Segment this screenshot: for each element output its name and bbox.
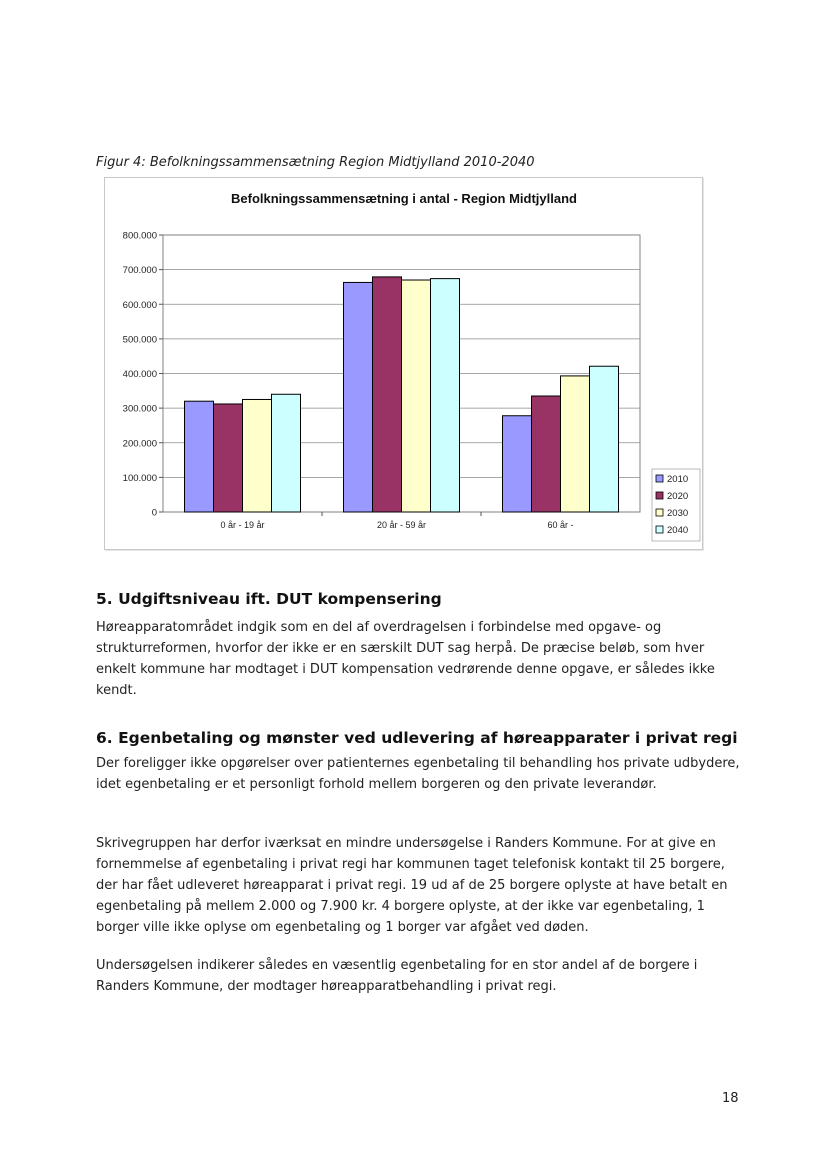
bar-2010-2 (344, 282, 373, 512)
x-category-label: 20 år - 59 år (376, 520, 427, 530)
y-tick-label: 500.000 (122, 334, 157, 346)
legend-swatch-2040 (656, 526, 663, 533)
page-number: 18 (722, 1091, 739, 1106)
bar-2020-3 (532, 396, 561, 512)
legend-label-2040: 2040 (667, 525, 689, 536)
bar-2030-3 (561, 376, 590, 512)
y-tick-label: 400.000 (122, 369, 157, 380)
bar-2020-2 (373, 277, 402, 512)
legend-label-2010: 2010 (667, 474, 689, 485)
y-tick-label: 800.000 (122, 230, 157, 242)
section-6-heading: 6. Egenbetaling og mønster ved udlevering af høreapparater i privat regi (96, 729, 738, 747)
bar-2040-1 (272, 394, 301, 512)
figure-caption: Figur 4: Befolkningssammensætning Region Midtjylland 2010-2040 (96, 155, 535, 170)
y-tick-label: 300.000 (122, 403, 157, 415)
legend-swatch-2020 (656, 492, 663, 499)
legend-swatch-2010 (656, 475, 663, 482)
section-5-paragraph-1: Høreapparatområdet indgik som en del af overdragelsen i forbindelse med opgave- og strukturreformen, hvorfor der ikke er en særskilt DUT sag herpå. De præcise beløb, som hver enkelt kommune har modtaget i DUT kompensation vedrørende denne opgave, er således ikke kendt. (96, 620, 715, 698)
chart-container (104, 177, 703, 550)
section-6-paragraph-1: Der foreligger ikke opgørelser over patienternes egenbetaling til behandling hos private udbydere, idet egenbetaling er et personligt forhold mellem borgeren og den private leverandør. (96, 756, 740, 792)
bar-2030-2 (402, 280, 431, 512)
y-tick-label: 700.000 (122, 265, 157, 277)
y-tick-label: 0 (151, 507, 157, 519)
bar-2020-1 (214, 404, 243, 512)
chart-title: Befolkningssammensætning i antal - Region Midtjylland (231, 191, 577, 206)
legend-swatch-2030 (656, 509, 663, 516)
bar-2040-3 (590, 366, 619, 512)
legend-label-2030: 2030 (667, 508, 689, 519)
section-6-paragraph-3: Undersøgelsen indikerer således en væsentlig egenbetaling for en stor andel af de borgere i Randers Kommune, der modtager høreapparatbehandling i privat regi. (96, 958, 698, 994)
bar-2010-3 (503, 416, 532, 512)
x-category-label: 60 år - (547, 520, 574, 530)
section-6-paragraph-2: Skrivegruppen har derfor iværksat en mindre undersøgelse i Randers Kommune. For at give en fornemmelse af egenbetaling i privat regi har kommunen taget telefonisk kontakt til 25 borgere, der har fået udleveret høreapparat i privat regi. 19 ud af de 25 borgere oplyste at have betalt en egenbetaling på mellem 2.000 og 7.900 kr. 4 borgere oplyste, at der ikke var egenbetaling, 1 borger ville ikke oplyse om egenbetaling og 1 borger var afgået ved døden. (96, 836, 728, 935)
legend-label-2020: 2020 (667, 491, 689, 502)
bar-2010-1 (185, 401, 214, 512)
y-tick-label: 100.000 (122, 472, 157, 484)
y-tick-label: 600.000 (122, 299, 157, 311)
bar-2040-2 (431, 279, 460, 512)
bar-chart (105, 178, 702, 549)
section-5-heading: 5. Udgiftsniveau ift. DUT kompensering (96, 590, 442, 608)
y-tick-label: 200.000 (122, 438, 157, 450)
bar-2030-1 (243, 399, 272, 512)
x-category-label: 0 år - 19 år (220, 520, 265, 530)
